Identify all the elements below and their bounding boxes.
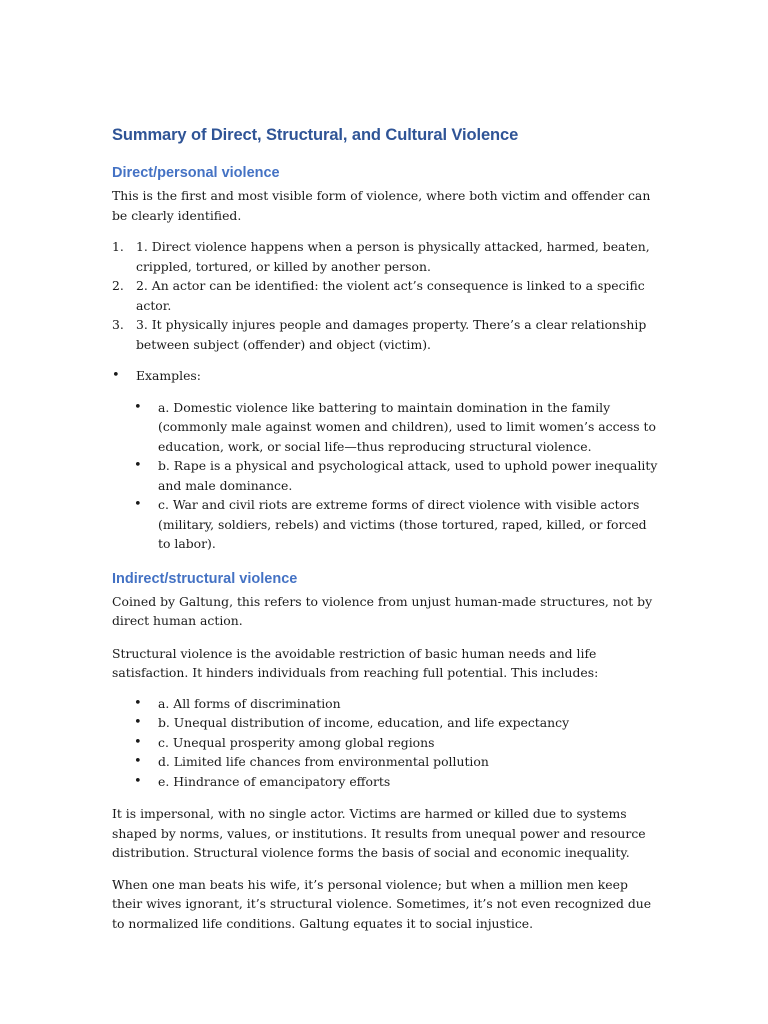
bullet-icon: • <box>112 368 120 383</box>
list-item-text: c. War and civil riots are extreme forms of direct violence with visible actors (military, soldiers, rebels) and victims (those tortured, raped, killed, or forced to labor). <box>158 497 647 551</box>
list-item-text: 1. Direct violence happens when a person is physically attacked, harmed, beaten, crippled, tortured, or killed by another person. <box>136 239 650 274</box>
list-item-text: d. Limited life chances from environmental pollution <box>158 754 489 769</box>
list-item-text: b. Unequal distribution of income, education, and life expectancy <box>158 715 570 730</box>
structural-paragraph-3: It is impersonal, with no single actor. Victims are harmed or killed due to systems shaped by norms, values, or institutions. It results from unequal power and resource distribution. Structural violence forms the basis of social and economic inequality. <box>112 806 646 860</box>
document-title: Summary of Direct, Structural, and Cultural Violence <box>112 126 519 144</box>
list-item <box>112 315 658 354</box>
bullet-icon: • <box>134 399 142 415</box>
list-item-text: c. Unequal prosperity among global regions <box>158 734 435 750</box>
list-item <box>112 237 658 276</box>
list-item <box>112 713 658 733</box>
list-item-text: 2. An actor can be identified: the violent act’s consequence is linked to a specific actor. <box>136 278 645 313</box>
list-item <box>112 366 658 386</box>
section-heading-direct: Direct/personal violence <box>112 165 280 181</box>
bullet-icon: • <box>134 458 142 473</box>
list-item <box>112 694 658 714</box>
examples-label: Examples: <box>136 368 201 383</box>
bullet-icon: • <box>134 695 142 711</box>
list-number: 1. <box>112 239 124 254</box>
bullet-icon: • <box>134 754 142 769</box>
list-item <box>112 752 658 772</box>
direct-points-list <box>112 237 658 354</box>
structural-paragraph-4: When one man beats his wife, it’s personal violence; but when a million men keep their wives ignorant, it’s structural violence. Sometimes, it’s not even recognized due to normalized life conditions. Galtung equates it to social injustice. <box>112 876 652 931</box>
structural-items-list <box>112 694 658 792</box>
section-heading-structural: Indirect/structural violence <box>112 570 298 587</box>
list-item-text: 3. It physically injures people and damages property. There’s a clear relationship between subject (offender) and object (victim). <box>136 317 647 352</box>
list-item <box>112 276 658 315</box>
structural-paragraph-1: Coined by Galtung, this refers to violence from unjust human-made structures, not by direct human action. <box>112 593 653 628</box>
bullet-icon: • <box>134 715 142 730</box>
list-item <box>112 398 658 457</box>
list-item <box>112 733 658 753</box>
list-item <box>112 495 658 554</box>
bullet-icon: • <box>134 497 142 512</box>
list-item <box>112 456 658 495</box>
direct-examples-sublist <box>112 398 658 554</box>
list-item-text: b. Rape is a physical and psychological attack, used to uphold power inequality and male dominance. <box>158 458 658 493</box>
list-number: 2. <box>112 278 124 293</box>
list-number: 3. <box>112 317 124 332</box>
list-item-text: a. Domestic violence like battering to maintain domination in the family (commonly male against women and children), used to limit women’s access to education, work, or social life—thus reproducing structural violence. <box>158 399 656 454</box>
list-item-text: a. All forms of discrimination <box>158 695 341 711</box>
direct-intro-paragraph: This is the first and most visible form of violence, where both victim and offender can be clearly identified. <box>112 188 651 223</box>
structural-paragraph-2: Structural violence is the avoidable restriction of basic human needs and life satisfaction. It hinders individuals from reaching full potential. This includes: <box>112 645 599 680</box>
list-item-text: e. Hindrance of emancipatory efforts <box>158 773 391 789</box>
bullet-icon: • <box>134 734 142 750</box>
bullet-icon: • <box>134 773 142 789</box>
examples-list <box>112 366 658 386</box>
list-item <box>112 772 658 792</box>
document-page <box>112 122 658 933</box>
